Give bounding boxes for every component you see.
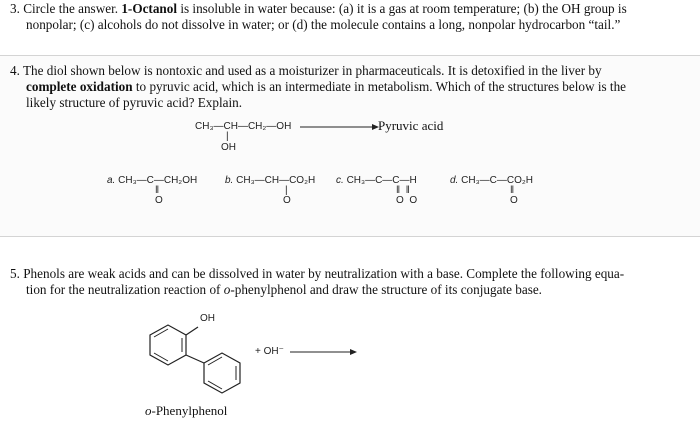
q5-text-cont: -phenylphenol and draw the structure of its conjugate base.	[230, 282, 542, 297]
option-d-oxygen: O	[510, 195, 518, 206]
question-5-line-1: 5. Phenols are weak acids and can be dissolved in water by neutralization with a base. Complete the following equa-	[10, 266, 625, 281]
hydroxide-reagent: + OH⁻	[255, 346, 284, 357]
neutralization-arrow	[290, 347, 358, 357]
option-c-label: c.	[336, 175, 344, 186]
diol-formula: CH₃—CH—CH₂—OH	[195, 121, 292, 132]
option-b-label: b.	[225, 175, 234, 186]
option-d-formula: CH₃—C—CO₂H	[461, 175, 533, 186]
q3-text-cont: is insoluble in water because: (a) it is a gas at room temperature; (b) the OH group is	[177, 1, 627, 16]
diol-oh: OH	[221, 142, 236, 153]
question-3-line-1	[10, 1, 627, 17]
q3-text: 3. Circle the answer.	[10, 1, 122, 16]
option-a	[107, 175, 197, 186]
option-a-formula: CH₃—C—CH₂OH	[118, 175, 198, 186]
option-b-oxygen: O	[283, 195, 291, 206]
diol-bond: |	[226, 131, 229, 142]
option-a-double-bond: ‖	[155, 185, 160, 196]
option-d-double-bond: ‖	[510, 185, 515, 196]
option-b-bond: |	[285, 185, 288, 196]
caption-ortho: o	[145, 403, 152, 418]
question-5-line-2	[26, 282, 542, 298]
option-c-formula: CH₃—C—C—H	[346, 175, 417, 186]
q3-bold-term: 1-Octanol	[121, 1, 178, 16]
option-c-double-bonds: ‖ ‖	[396, 185, 410, 196]
question-4-line-3: likely structure of pyruvic acid? Explain.	[26, 95, 243, 110]
reaction-arrow	[300, 122, 380, 132]
caption-name: -Phenylphenol	[151, 403, 228, 418]
q4-text-cont: to pyruvic acid, which is an intermediate in metabolism. Which of the structures below is the	[132, 79, 627, 94]
question-3-line-2: nonpolar; (c) alcohols do not dissolve in water; or (d) the molecule contains a long, nonpolar hydrocarbon “tail.”	[26, 17, 621, 32]
option-b-formula: CH₃—CH—CO₂H	[236, 175, 316, 186]
question-4-line-1: 4. The diol shown below is nontoxic and used as a moisturizer in pharmaceuticals. It is detoxified in the liver by	[10, 63, 602, 78]
option-b	[225, 175, 315, 186]
phenol-oh-label: OH	[200, 313, 215, 324]
product-label: Pyruvic acid	[378, 118, 444, 133]
q5-text: tion for the neutralization reaction of	[26, 282, 224, 297]
q5-ortho: o	[223, 282, 231, 297]
option-d-label: d.	[450, 175, 459, 186]
q4-bold-term: complete oxidation	[26, 79, 133, 94]
o-phenylphenol-structure	[128, 305, 248, 395]
structure-caption	[145, 403, 227, 419]
question-4-line-2	[26, 79, 626, 95]
option-d	[450, 175, 533, 186]
option-c-oxygens: O O	[396, 195, 418, 206]
option-a-label: a.	[107, 175, 116, 186]
option-a-oxygen: O	[155, 195, 163, 206]
